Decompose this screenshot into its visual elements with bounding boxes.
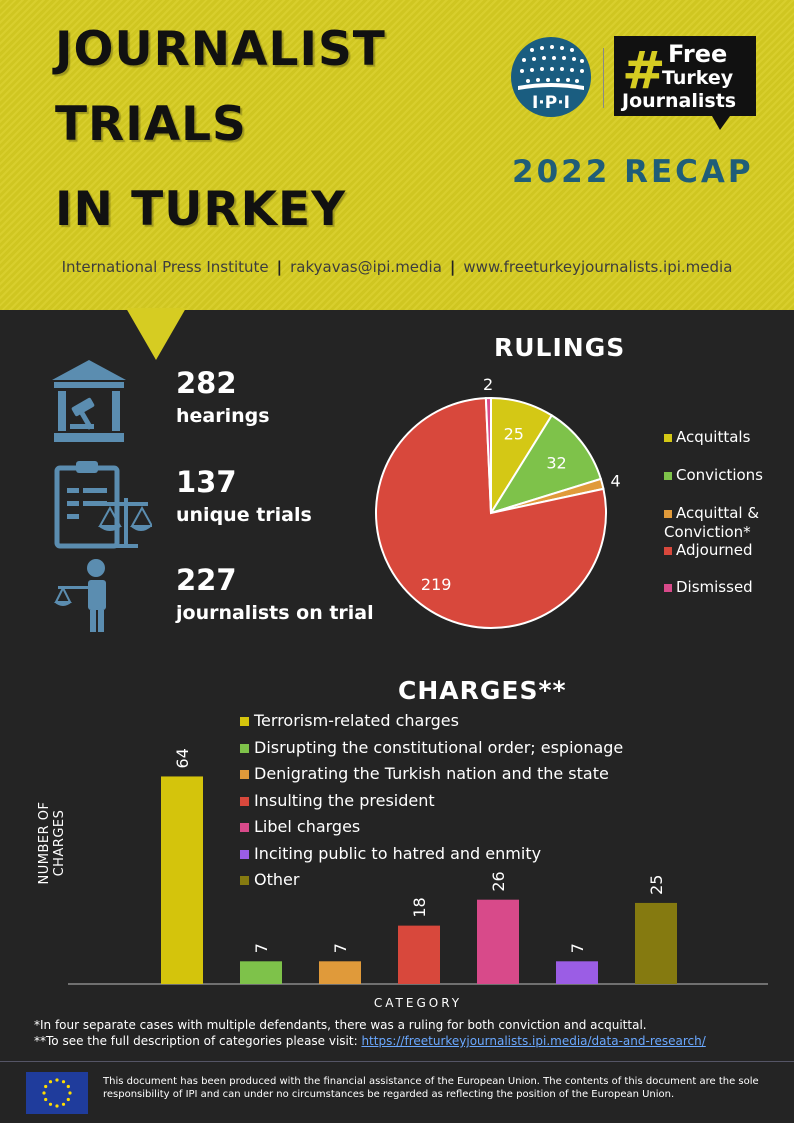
footer-divider: [0, 1061, 794, 1062]
bar: [319, 961, 361, 984]
title-line-2: TRIALS: [55, 97, 247, 152]
rulings-pie-chart: [360, 370, 630, 640]
charges-bar-chart: [0, 700, 794, 1000]
stat-trials-number: 137: [176, 465, 237, 499]
legend-label: Dismissed: [676, 578, 753, 596]
pie-legend-item: [664, 504, 789, 542]
bar: [240, 961, 282, 984]
bar: [477, 900, 519, 984]
bar: [635, 903, 677, 984]
stat-trials-label: unique trials: [176, 504, 312, 526]
ftj-logo-line-3: Journalists: [622, 90, 737, 112]
eu-disclaimer: This document has been produced with the financial assistance of the European Union. The contents of this document are the sole responsibility of IPI and can under no circumstances be regarded as reflecting the position of the European Union.: [103, 1076, 759, 1100]
contact-website[interactable]: www.freeturkeyjournalists.ipi.media: [463, 258, 733, 276]
bar-value-label: 25: [647, 874, 666, 895]
bar-value-label: 18: [410, 897, 429, 918]
contact-email[interactable]: rakyavas@ipi.media: [290, 258, 442, 276]
bar: [161, 776, 203, 984]
stat-hearings-number: 282: [176, 366, 237, 400]
recap-label: 2022 RECAP: [512, 154, 754, 190]
legend-label: Disrupting the constitutional order; espionage: [254, 738, 624, 757]
legend-label: Inciting public to hatred and enmity: [254, 844, 542, 863]
bar-y-axis-label: NUMBER OF CHARGES: [37, 801, 67, 885]
title-line-3: IN TURKEY: [55, 182, 347, 237]
legend-label: Convictions: [676, 466, 763, 484]
pie-legend-item: [664, 428, 750, 447]
legend-label: Insulting the president: [254, 791, 435, 810]
bar: [556, 961, 598, 984]
legend-label: Libel charges: [254, 817, 361, 836]
logo-divider: [603, 48, 604, 108]
stat-journalists-label: journalists on trial: [176, 602, 374, 624]
rulings-title: RULINGS: [494, 333, 626, 362]
courthouse-gavel-icon: [50, 358, 128, 444]
stat-journalists-number: 227: [176, 563, 237, 597]
legend-swatch: [664, 584, 672, 592]
legend-swatch: [664, 510, 672, 518]
pie-slice-label: 219: [420, 575, 452, 595]
pie-legend-item: [664, 578, 753, 597]
footnote-1: *In four separate cases with multiple defendants, there was a ruling for both conviction and acquittal.: [34, 1018, 647, 1032]
legend-label: Terrorism-related charges: [254, 711, 459, 730]
pie-slice-label: 25: [503, 424, 524, 444]
legend-label: Denigrating the Turkish nation and the state: [254, 764, 609, 783]
footnote-2-prefix: **To see the full description of categories please visit:: [34, 1034, 362, 1048]
pie-slice-label: 2: [483, 375, 494, 395]
pie-legend-item: [664, 541, 753, 560]
title-line-1: JOURNALIST: [55, 22, 386, 77]
ftj-logo: [612, 34, 762, 134]
bar-value-label: 7: [568, 943, 587, 954]
legend-swatch: [664, 472, 672, 480]
legend-swatch: [664, 547, 672, 555]
contact-sep-1: |: [276, 258, 283, 276]
header-pointer: [126, 308, 186, 360]
ftj-logo-hash: #: [622, 41, 666, 101]
data-research-link[interactable]: https://freeturkeyjournalists.ipi.media/data-and-research/: [361, 1034, 706, 1048]
legend-label: Other: [254, 870, 300, 889]
stat-hearings-label: hearings: [176, 405, 270, 427]
ipi-logo: [510, 36, 592, 118]
ftj-logo-line-1: Free: [668, 40, 728, 68]
ipi-logo-text: I·P·I: [531, 93, 571, 113]
bar-value-label: 7: [252, 943, 271, 954]
contact-sep-2: |: [449, 258, 456, 276]
contact-line: [0, 258, 794, 276]
contact-org: International Press Institute: [61, 258, 269, 276]
journalist-scales-icon: [54, 556, 114, 634]
bar: [398, 926, 440, 984]
legend-swatch: [664, 434, 672, 442]
bar-value-label: 7: [331, 943, 350, 954]
bar-value-label: 26: [489, 871, 508, 892]
legend-label: Acquittals: [676, 428, 751, 446]
legend-label: Adjourned: [676, 541, 753, 559]
bar-x-axis-label: CATEGORY: [373, 996, 463, 1010]
ftj-logo-line-2: Turkey: [662, 67, 734, 89]
pie-slice-label: 32: [546, 453, 567, 473]
footnote-2: [34, 1034, 706, 1048]
bar-value-label: 64: [173, 748, 192, 769]
eu-flag-icon: [26, 1072, 88, 1114]
clipboard-scales-icon: [54, 458, 152, 550]
pie-legend-item: [664, 466, 763, 485]
charges-title: CHARGES**: [398, 676, 567, 705]
pie-slice-label: 4: [610, 471, 621, 491]
legend-label: Acquittal & Conviction*: [664, 504, 760, 541]
